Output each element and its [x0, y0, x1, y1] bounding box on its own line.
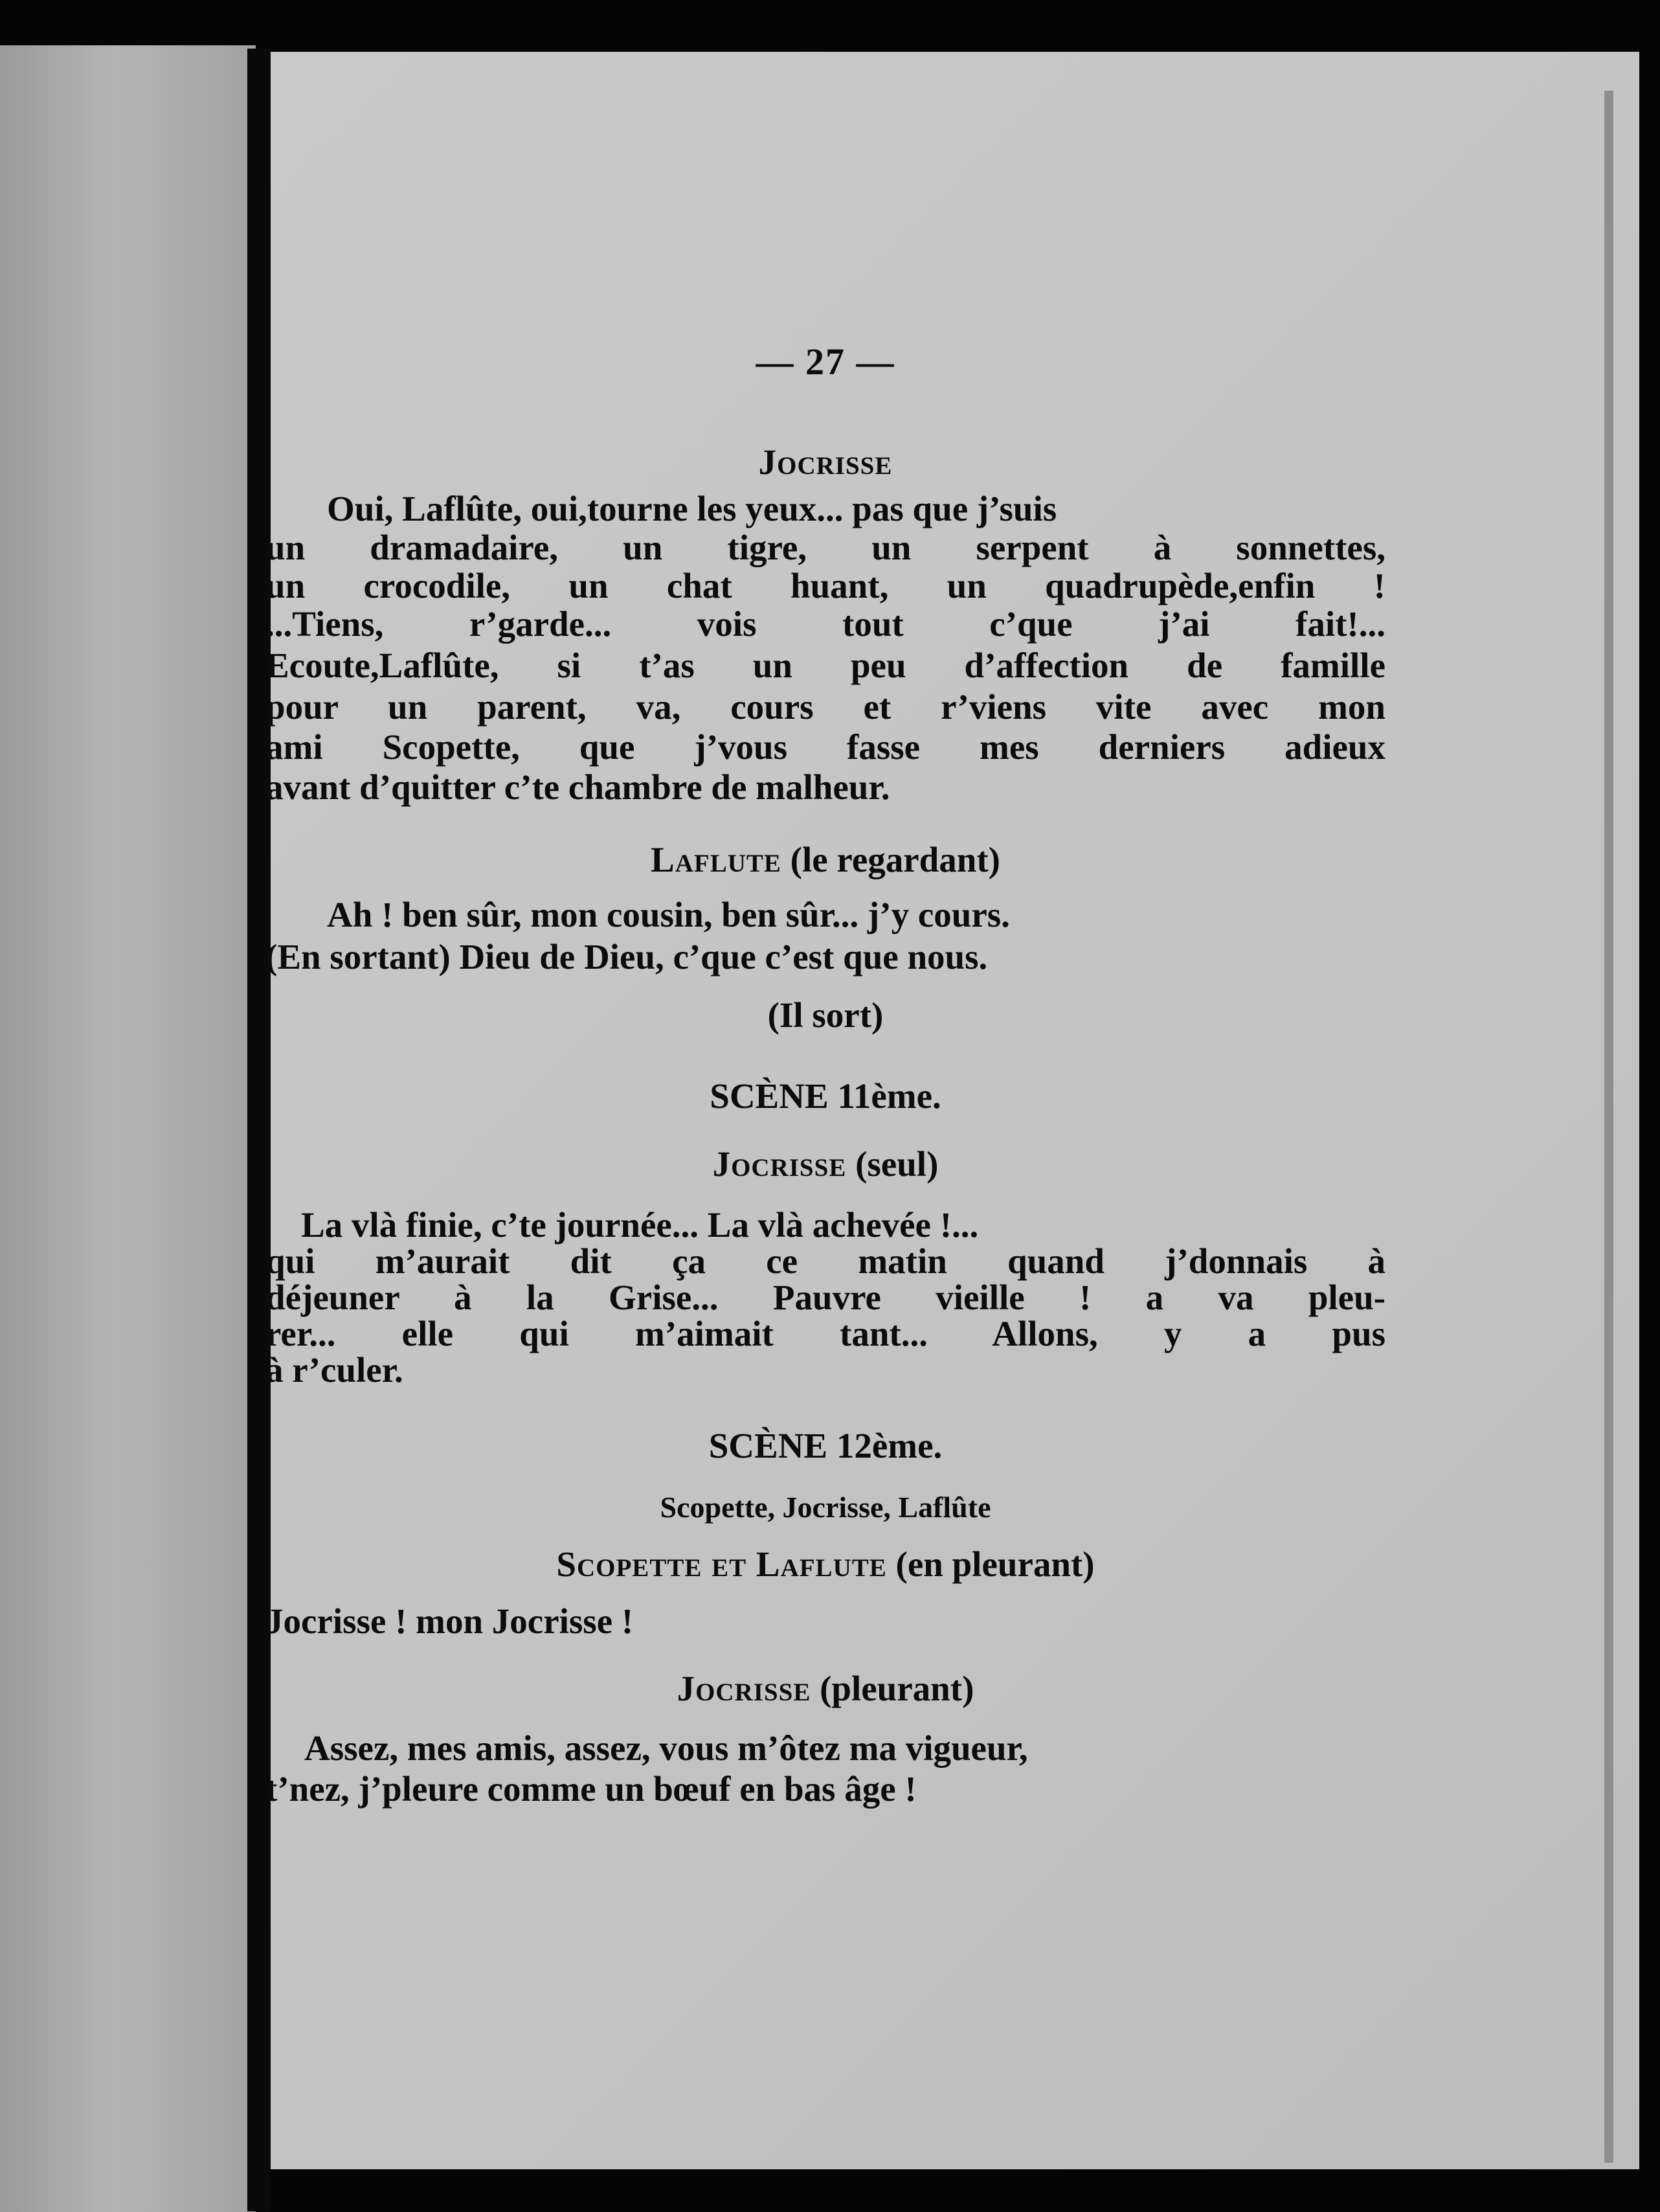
stage-direction: (pleurant) [820, 1669, 974, 1708]
speech-line: à r’culer. [265, 1350, 403, 1390]
scene-heading: SCÈNE 12ème. [708, 1426, 943, 1465]
speaker-heading [265, 842, 1385, 877]
speech-line: La vlà finie, c’te journée... La vlà achevée !... [301, 1205, 979, 1245]
speech-line: rer... elle qui m’aimait tant... Allons, y a pus [265, 1314, 1385, 1353]
speech-line: déjeuner à la Grise... Pauvre vieille ! a va pleu- [265, 1278, 1385, 1317]
speaker-heading [265, 1146, 1385, 1182]
speech-line: un crocodile, un chat huant, un quadrupède,enfin ! [265, 566, 1385, 605]
page-edge-shadow [1604, 91, 1613, 2163]
page-number: — 27 — [756, 341, 895, 383]
speaker-heading [265, 444, 1385, 480]
speech-line: qui m’aurait dit ça ce matin quand j’donnais à [265, 1241, 1385, 1281]
speaker-heading [265, 1671, 1385, 1706]
speech-line: Ecoute,Laflûte, si t’as un peu d’affection de famille [265, 646, 1385, 685]
speaker-heading [265, 1546, 1385, 1582]
cast-list: Scopette, Jocrisse, Laflûte [660, 1491, 991, 1524]
stage-direction: (Il sort) [767, 995, 884, 1035]
speaker-name: Jocrisse [758, 442, 893, 482]
scene-heading: SCÈNE 11ème. [710, 1076, 941, 1116]
speech-line: t’nez, j’pleure comme un bœuf en bas âge ! [265, 1769, 917, 1809]
speaker-name: Jocrisse [677, 1669, 811, 1708]
speech-line: avant d’quitter c’te chambre de malheur. [265, 767, 890, 807]
stage-direction: (seul) [855, 1144, 939, 1184]
speech-line: (En sortant) Dieu de Dieu, c’que c’est que nous. [265, 937, 988, 976]
speech-line: ...Tiens, r’garde... vois tout c’que j’ai fait!... [265, 604, 1385, 644]
speaker-name: Scopette et Laflute [556, 1544, 887, 1584]
speech-line: un dramadaire, un tigre, un serpent à sonnettes, [265, 528, 1385, 567]
speech-line: Ah ! ben sûr, mon cousin, ben sûr... j’y cours. [327, 895, 1010, 934]
speech-line: pour un parent, va, cours et r’viens vite avec mon [265, 687, 1385, 727]
speech-line: Jocrisse ! mon Jocrisse ! [265, 1601, 634, 1641]
stage-direction: (en pleurant) [895, 1544, 1095, 1584]
stage-direction: (le regardant) [790, 840, 1000, 879]
speaker-name: Laflute [651, 840, 781, 879]
speaker-name: Jocrisse [712, 1144, 847, 1184]
speech-line: Oui, Laflûte, oui,tourne les yeux... pas que j’suis [327, 489, 1057, 528]
speech-line: ami Scopette, que j’vous fasse mes derniers adieux [265, 727, 1385, 767]
speech-line: Assez, mes amis, assez, vous m’ôtez ma vigueur, [304, 1728, 1028, 1768]
facing-page-edge [0, 45, 256, 2212]
